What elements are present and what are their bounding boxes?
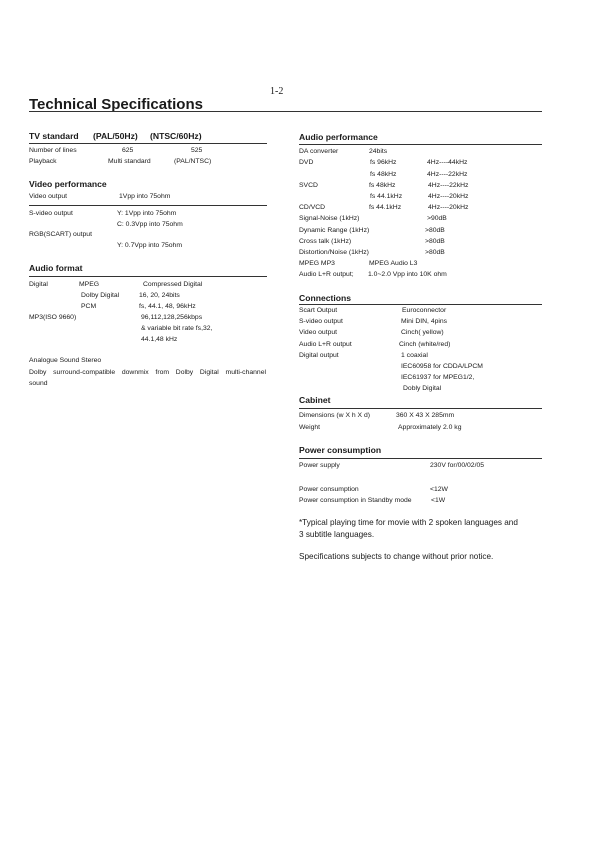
power-rule [299, 458, 542, 459]
dvd-fs-2: fs 48kHz [370, 171, 397, 178]
video-performance-heading: Video performance [29, 179, 107, 189]
dist-value: >80dB [425, 249, 445, 256]
svideo-label: S-video output [29, 210, 73, 217]
conn-lr-value: Cinch (white/red) [399, 341, 451, 348]
mp3-value-2: & variable bit rate fs,32, [141, 325, 213, 332]
playback-label: Playback [29, 158, 57, 165]
dvd-range-1: 4Hz----44kHz [427, 159, 468, 166]
power-heading: Power consumption [299, 445, 382, 455]
weight-value: Approximately 2.0 kg [398, 424, 462, 431]
svcd-range-1: 4Hz----22kHz [428, 182, 469, 189]
supply-label: Power supply [299, 462, 340, 469]
dimensions-value: 360 X 43 X 285mm [396, 412, 455, 419]
dvd-label: DVD [299, 159, 314, 166]
tv-standard-ntsc: (NTSC/60Hz) [150, 131, 202, 141]
ct-label: Cross talk (1kHz) [299, 238, 352, 245]
conn-svideo-value: Mini DIN, 4pins [401, 318, 448, 325]
conn-digital-value-3: IEC61937 for MPEG1/2, [401, 374, 475, 381]
change-notice: Specifications subjects to change without prior notice. [299, 552, 494, 561]
rgb-label: RGB(SCART) output [29, 231, 92, 238]
svcd-range-2: 4Hz----20kHz [428, 193, 469, 200]
supply-value: 230V for/00/02/05 [430, 462, 485, 469]
sound-line: sound [29, 380, 48, 387]
playback-value: Multi standard [108, 158, 151, 165]
dvd-fs-1: fs 96kHz [370, 159, 397, 166]
dr-label: Dynamic Range (1kHz) [299, 227, 370, 234]
cd-range: 4Hz----20kHz [428, 204, 469, 211]
lines-label: Number of lines [29, 147, 77, 154]
tv-standard-heading: TV standard [29, 131, 79, 141]
audio-performance-rule [299, 144, 542, 145]
ct-value: >80dB [425, 238, 445, 245]
sn-value: >90dB [427, 215, 447, 222]
mpeg-mp3-label: MPEG MP3 [299, 260, 335, 267]
pcm-label: PCM [81, 303, 97, 310]
dimensions-label: Dimensions (w X h X d) [299, 412, 371, 419]
lines-ntsc: 525 [191, 147, 203, 154]
sn-label: Signal-Noise (1kHz) [299, 215, 360, 222]
mpeg-mp3-value: MPEG Audio L3 [369, 260, 418, 267]
cd-label: CD/VCD [299, 204, 326, 211]
conn-digital-value-1: 1 coaxial [401, 352, 428, 359]
dolby-label: Dolby Digital [81, 292, 120, 299]
da-label: DA converter [299, 148, 339, 155]
audio-format-rule [29, 276, 267, 277]
consumption-label: Power consumption [299, 486, 359, 493]
audio-lr-value: 1.0~2.0 Vpp into 10K ohm [368, 271, 447, 278]
video-output-value: 1Vpp into 75ohm [119, 193, 171, 200]
dolby-value: 16, 20, 24bits [139, 292, 180, 299]
footnote-line-2: 3 subtitle languages. [299, 530, 375, 539]
cd-fs: fs 44.1kHz [369, 204, 402, 211]
digital-label: Digital [29, 281, 48, 288]
da-value: 24bits [369, 148, 388, 155]
pcm-value: fs, 44.1, 48, 96kHz [139, 303, 196, 310]
page-title: Technical Specifications [29, 96, 203, 113]
dr-value: >80dB [425, 227, 445, 234]
video-rule [29, 205, 267, 206]
footnote-line-1: *Typical playing time for movie with 2 spoken languages and [299, 518, 518, 527]
svideo-c: C: 0.3Vpp into 75ohm [117, 221, 183, 228]
standby-label: Power consumption in Standby mode [299, 497, 412, 504]
tv-standard-pal: (PAL/50Hz) [93, 131, 138, 141]
video-output-label: Video output [29, 193, 68, 200]
weight-label: Weight [299, 424, 321, 431]
mpeg-value: Compressed Digital [143, 281, 203, 288]
audio-lr-label: Audio L+R output; [299, 271, 354, 278]
mp3-label: MP3(ISO 9660) [29, 314, 77, 321]
cabinet-heading: Cabinet [299, 395, 331, 405]
dolby-downmix-line: Dolby surround-compatible downmix from Dolby Digital multi-channel [29, 369, 266, 376]
cabinet-rule [299, 408, 542, 409]
connections-rule [299, 304, 542, 305]
playback-value2: (PAL/NTSC) [174, 158, 212, 165]
mpeg-label: MPEG [79, 281, 100, 288]
conn-digital-label: Digital output [299, 352, 339, 359]
lines-pal: 625 [122, 147, 134, 154]
tv-standard-rule [29, 143, 267, 144]
title-rule [29, 111, 542, 112]
conn-video-value: Cinch( yellow) [401, 329, 444, 336]
svcd-fs-2: fs 44.1kHz [370, 193, 403, 200]
scart-value: Euroconnector [402, 307, 447, 314]
svcd-label: SVCD [299, 182, 318, 189]
standby-value: <1W [431, 497, 446, 504]
mp3-value-3: 44.1,48 kHz [141, 336, 178, 343]
page-number: 1-2 [270, 86, 284, 97]
analogue-line: Analogue Sound Stereo [29, 357, 102, 364]
scart-label: Scart Output [299, 307, 338, 314]
conn-svideo-label: S-video output [299, 318, 343, 325]
conn-video-label: Video output [299, 329, 338, 336]
svcd-fs-1: fs 48kHz [369, 182, 396, 189]
conn-digital-value-4: Dobly Digital [403, 385, 442, 392]
consumption-value: <12W [430, 486, 448, 493]
audio-performance-heading: Audio performance [299, 132, 378, 142]
audio-format-heading: Audio format [29, 263, 83, 273]
svideo-y: Y: 1Vpp into 75ohm [117, 210, 177, 217]
dvd-range-2: 4Hz----22kHz [427, 171, 468, 178]
conn-lr-label: Audio L+R output [299, 341, 352, 348]
mp3-value-1: 96,112,128,256kbps [141, 314, 203, 321]
connections-heading: Connections [299, 293, 352, 303]
dist-label: Distortion/Noise (1kHz) [299, 249, 369, 256]
rgb-value: Y: 0.7Vpp into 75ohm [117, 242, 182, 249]
conn-digital-value-2: IEC60958 for CDDA/LPCM [401, 363, 483, 370]
